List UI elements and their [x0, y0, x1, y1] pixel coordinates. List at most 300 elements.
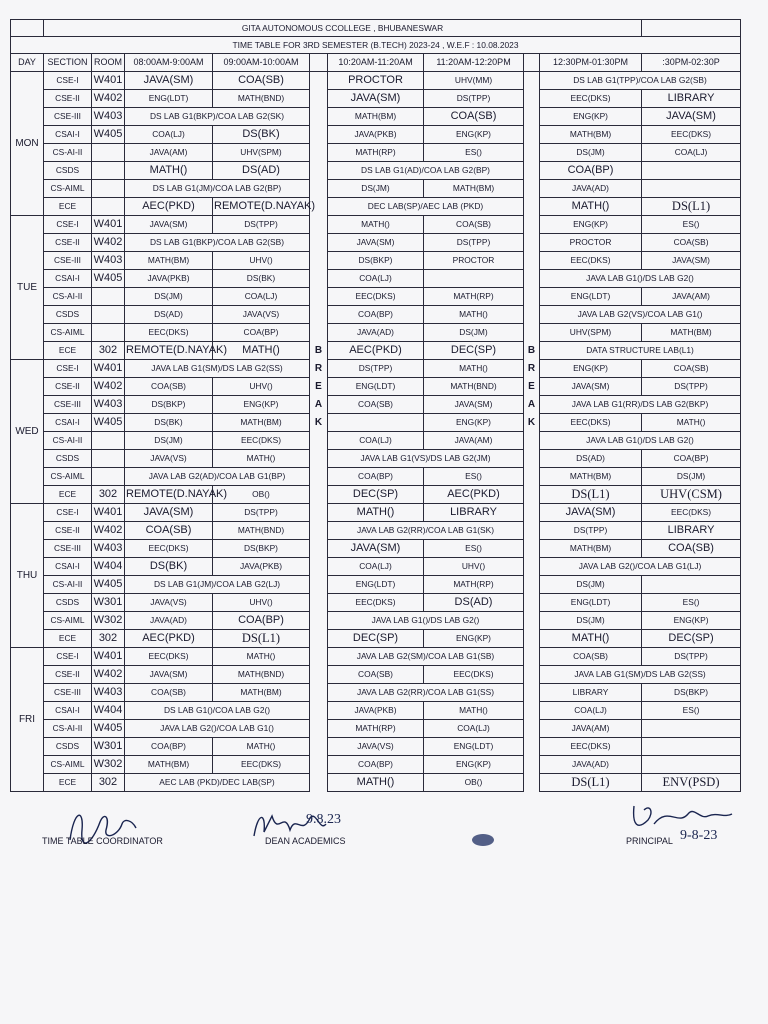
- lab-cell: DATA STRUCTURE LAB(L1): [540, 342, 741, 360]
- lab-cell: JAVA LAB G1(VS)/DS LAB G2(JM): [328, 450, 524, 468]
- break-cell: [524, 540, 540, 558]
- break-cell: [524, 774, 540, 792]
- period-cell: MATH(BM): [213, 414, 310, 432]
- table-row: [11, 630, 741, 648]
- period-cell: EEC(DKS): [642, 504, 741, 522]
- break-cell: [310, 288, 328, 306]
- break-cell: K: [524, 414, 540, 432]
- room-cell: [92, 180, 125, 198]
- period-cell: MATH(): [424, 360, 524, 378]
- period-cell: COA(LJ): [642, 144, 741, 162]
- section-cell: CSE-I: [44, 648, 92, 666]
- table-row: [11, 342, 741, 360]
- break-cell: A: [310, 396, 328, 414]
- period-cell: COA(LJ): [328, 270, 424, 288]
- period-cell: COA(SB): [213, 72, 310, 90]
- room-cell: W302: [92, 612, 125, 630]
- period-cell: PROCTOR: [424, 252, 524, 270]
- room-cell: W301: [92, 594, 125, 612]
- table-row: [11, 666, 741, 684]
- break-cell: B: [310, 342, 328, 360]
- period-cell: COA(SB): [540, 648, 642, 666]
- period-cell: [328, 414, 424, 432]
- lab-cell: JAVA LAB G2()/COA LAB G1(LJ): [540, 558, 741, 576]
- section-cell: CSE-II: [44, 90, 92, 108]
- period-cell: DEC(SP): [424, 342, 524, 360]
- period-cell: [642, 756, 741, 774]
- lab-cell: JAVA LAB G2(RR)/COA LAB G1(SS): [328, 684, 524, 702]
- break-cell: [524, 432, 540, 450]
- day-label: WED: [11, 360, 44, 504]
- period-cell: JAVA(VS): [213, 306, 310, 324]
- period-cell: MATH(BM): [125, 252, 213, 270]
- dean-date: 9.8.23: [306, 812, 341, 827]
- period-cell: EEC(DKS): [424, 666, 524, 684]
- period-cell: DS(TPP): [642, 378, 741, 396]
- period-cell: JAVA(AM): [540, 720, 642, 738]
- period-cell: MATH(): [125, 162, 213, 180]
- period-cell: ENG(KP): [424, 756, 524, 774]
- period-cell: DS(JM): [540, 576, 642, 594]
- table-row: [11, 540, 741, 558]
- section-cell: ECE: [44, 198, 92, 216]
- break-cell: [524, 486, 540, 504]
- room-cell: [92, 288, 125, 306]
- break-cell: [310, 504, 328, 522]
- col-period-2: 09:00AM-10:00AM: [213, 54, 310, 72]
- period-cell: JAVA(PKB): [213, 558, 310, 576]
- break-cell: [310, 324, 328, 342]
- period-cell: DS(TPP): [213, 504, 310, 522]
- period-cell: DS(AD): [424, 594, 524, 612]
- break-cell: [310, 72, 328, 90]
- period-cell: AEC(PKD): [125, 198, 213, 216]
- period-cell: ES(): [424, 540, 524, 558]
- period-cell: DS(L1): [642, 198, 741, 216]
- lab-cell: JAVA LAB G1(RR)/DS LAB G2(BKP): [540, 396, 741, 414]
- break-cell: [524, 468, 540, 486]
- period-cell: UHV(SPM): [213, 144, 310, 162]
- period-cell: EEC(DKS): [213, 756, 310, 774]
- column-header-row: [11, 54, 741, 72]
- col-period-5: 12:30PM-01:30PM: [540, 54, 642, 72]
- break-cell: [524, 198, 540, 216]
- table-row: [11, 378, 741, 396]
- lab-cell: JAVA LAB G1(SM)/DS LAB G2(SS): [125, 360, 310, 378]
- period-cell: MATH(): [424, 702, 524, 720]
- col-break-1: [310, 54, 328, 72]
- period-cell: JAVA(AD): [540, 756, 642, 774]
- period-cell: ES(): [642, 594, 741, 612]
- section-cell: CSAI-I: [44, 126, 92, 144]
- room-cell: [92, 162, 125, 180]
- break-cell: [310, 162, 328, 180]
- period-cell: DS(JM): [642, 468, 741, 486]
- table-row: [11, 126, 741, 144]
- period-cell: MATH(BM): [540, 468, 642, 486]
- break-cell: [310, 252, 328, 270]
- period-cell: COA(SB): [642, 540, 741, 558]
- table-row: [11, 108, 741, 126]
- lab-cell: DEC LAB(SP)/AEC LAB (PKD): [328, 198, 524, 216]
- break-cell: R: [524, 360, 540, 378]
- lab-cell: DS LAB G1(JM)/COA LAB G2(LJ): [125, 576, 310, 594]
- period-cell: COA(BP): [328, 306, 424, 324]
- break-cell: [310, 648, 328, 666]
- period-cell: COA(LJ): [540, 702, 642, 720]
- period-cell: DS(JM): [540, 144, 642, 162]
- period-cell: COA(BP): [540, 162, 642, 180]
- period-cell: DS(BKP): [328, 252, 424, 270]
- section-cell: CSE-III: [44, 684, 92, 702]
- day-label: THU: [11, 504, 44, 648]
- section-cell: CSE-III: [44, 396, 92, 414]
- table-row: [11, 324, 741, 342]
- table-row: [11, 594, 741, 612]
- col-period-6: :30PM-02:30P: [642, 54, 741, 72]
- break-cell: [524, 684, 540, 702]
- period-cell: DS(AD): [540, 450, 642, 468]
- period-cell: ENG(KP): [540, 360, 642, 378]
- room-cell: W405: [92, 576, 125, 594]
- period-cell: COA(LJ): [213, 288, 310, 306]
- period-cell: UHV(MM): [424, 72, 524, 90]
- room-cell: W401: [92, 648, 125, 666]
- period-cell: ENG(LDT): [125, 90, 213, 108]
- room-cell: [92, 450, 125, 468]
- period-cell: AEC(PKD): [125, 630, 213, 648]
- principal-label: PRINCIPAL: [626, 836, 673, 846]
- room-cell: W402: [92, 666, 125, 684]
- break-cell: [524, 234, 540, 252]
- table-row: [11, 144, 741, 162]
- break-cell: [310, 126, 328, 144]
- period-cell: [424, 270, 524, 288]
- period-cell: COA(BP): [125, 738, 213, 756]
- break-cell: [310, 630, 328, 648]
- period-cell: MATH(): [328, 504, 424, 522]
- lab-cell: JAVA LAB G1()/DS LAB G2(): [540, 432, 741, 450]
- period-cell: MATH(BM): [540, 126, 642, 144]
- period-cell: JAVA(SM): [540, 378, 642, 396]
- period-cell: JAVA(AD): [125, 612, 213, 630]
- period-cell: JAVA(SM): [328, 234, 424, 252]
- period-cell: ES(): [642, 702, 741, 720]
- period-cell: AEC(PKD): [424, 486, 524, 504]
- break-cell: [524, 108, 540, 126]
- table-row: [11, 432, 741, 450]
- period-cell: DS(AD): [125, 306, 213, 324]
- period-cell: MATH(BND): [213, 522, 310, 540]
- section-cell: CSDS: [44, 594, 92, 612]
- room-cell: W401: [92, 72, 125, 90]
- period-cell: MATH(RP): [424, 288, 524, 306]
- period-cell: MATH(): [328, 216, 424, 234]
- period-cell: JAVA(SM): [125, 504, 213, 522]
- break-cell: [310, 432, 328, 450]
- room-cell: [92, 144, 125, 162]
- period-cell: COA(LJ): [424, 720, 524, 738]
- period-cell: COA(LJ): [328, 558, 424, 576]
- break-cell: [310, 738, 328, 756]
- period-cell: DS(BKP): [213, 540, 310, 558]
- period-cell: JAVA(PKB): [125, 270, 213, 288]
- period-cell: MATH(BM): [213, 684, 310, 702]
- period-cell: ENG(KP): [424, 126, 524, 144]
- period-cell: JAVA(VS): [125, 450, 213, 468]
- period-cell: COA(SB): [125, 378, 213, 396]
- room-cell: [92, 468, 125, 486]
- room-cell: W403: [92, 252, 125, 270]
- col-break-2: [524, 54, 540, 72]
- period-cell: REMOTE(D.NAYAK): [125, 486, 213, 504]
- table-row: [11, 252, 741, 270]
- room-cell: W403: [92, 396, 125, 414]
- period-cell: MATH(RP): [424, 576, 524, 594]
- period-cell: JAVA(AD): [328, 324, 424, 342]
- lab-cell: DS LAB G1()/COA LAB G2(): [125, 702, 310, 720]
- section-cell: CSE-II: [44, 666, 92, 684]
- table-row: [11, 306, 741, 324]
- room-cell: W402: [92, 522, 125, 540]
- break-cell: E: [310, 378, 328, 396]
- period-cell: JAVA(AD): [540, 180, 642, 198]
- col-day: DAY: [11, 54, 44, 72]
- section-cell: CSE-I: [44, 504, 92, 522]
- section-cell: CSE-I: [44, 360, 92, 378]
- room-cell: [92, 198, 125, 216]
- room-cell: W405: [92, 126, 125, 144]
- period-cell: JAVA(SM): [642, 252, 741, 270]
- section-cell: CS-AI-II: [44, 144, 92, 162]
- period-cell: MATH(): [213, 342, 310, 360]
- period-cell: UHV(): [424, 558, 524, 576]
- break-cell: R: [310, 360, 328, 378]
- period-cell: MATH(BM): [125, 756, 213, 774]
- period-cell: ENG(LDT): [328, 378, 424, 396]
- room-cell: 302: [92, 342, 125, 360]
- col-period-4: 11:20AM-12:20PM: [424, 54, 524, 72]
- period-cell: JAVA(SM): [540, 504, 642, 522]
- section-cell: CSDS: [44, 306, 92, 324]
- period-cell: COA(SB): [125, 522, 213, 540]
- room-cell: W401: [92, 216, 125, 234]
- period-cell: COA(BP): [328, 468, 424, 486]
- period-cell: JAVA(AM): [424, 432, 524, 450]
- period-cell: EEC(DKS): [213, 432, 310, 450]
- period-cell: JAVA(PKB): [328, 126, 424, 144]
- room-cell: W402: [92, 234, 125, 252]
- room-cell: [92, 306, 125, 324]
- table-row: [11, 738, 741, 756]
- header-college-row: [11, 20, 741, 37]
- lab-cell: JAVA LAB G2()/COA LAB G1(): [125, 720, 310, 738]
- period-cell: DS(TPP): [213, 216, 310, 234]
- period-cell: MATH(BM): [424, 180, 524, 198]
- section-cell: CS-AIML: [44, 756, 92, 774]
- table-row: [11, 270, 741, 288]
- period-cell: JAVA(SM): [125, 72, 213, 90]
- table-row: [11, 504, 741, 522]
- lab-cell: AEC LAB (PKD)/DEC LAB(SP): [125, 774, 310, 792]
- period-cell: DS(BK): [213, 126, 310, 144]
- section-cell: CSAI-I: [44, 558, 92, 576]
- period-cell: ENG(LDT): [424, 738, 524, 756]
- period-cell: MATH(BM): [642, 324, 741, 342]
- room-cell: W404: [92, 702, 125, 720]
- lab-cell: DS LAB G1(JM)/COA LAB G2(BP): [125, 180, 310, 198]
- break-cell: [524, 450, 540, 468]
- period-cell: DS(BK): [125, 414, 213, 432]
- period-cell: EEC(DKS): [540, 414, 642, 432]
- col-period-3: 10:20AM-11:20AM: [328, 54, 424, 72]
- section-cell: CS-AI-II: [44, 720, 92, 738]
- section-cell: CSE-III: [44, 540, 92, 558]
- break-cell: [524, 558, 540, 576]
- room-cell: 302: [92, 774, 125, 792]
- break-cell: [310, 576, 328, 594]
- period-cell: OB(): [424, 774, 524, 792]
- break-cell: [524, 72, 540, 90]
- room-cell: W401: [92, 360, 125, 378]
- period-cell: UHV(): [213, 252, 310, 270]
- period-cell: JAVA(VS): [125, 594, 213, 612]
- period-cell: COA(SB): [424, 216, 524, 234]
- table-row: [11, 450, 741, 468]
- period-cell: DS(TPP): [424, 90, 524, 108]
- period-cell: ENG(KP): [540, 108, 642, 126]
- col-section: SECTION: [44, 54, 92, 72]
- period-cell: DEC(SP): [328, 486, 424, 504]
- room-cell: W404: [92, 558, 125, 576]
- section-cell: CS-AI-II: [44, 432, 92, 450]
- section-cell: CSE-II: [44, 378, 92, 396]
- table-row: [11, 522, 741, 540]
- break-cell: [524, 756, 540, 774]
- period-cell: LIBRARY: [424, 504, 524, 522]
- period-cell: DS(TPP): [328, 360, 424, 378]
- break-cell: [310, 666, 328, 684]
- period-cell: DS(BKP): [125, 396, 213, 414]
- table-row: [11, 90, 741, 108]
- table-row: [11, 162, 741, 180]
- period-cell: DS(TPP): [642, 648, 741, 666]
- section-cell: CSDS: [44, 162, 92, 180]
- section-cell: CSAI-I: [44, 414, 92, 432]
- section-cell: CSAI-I: [44, 702, 92, 720]
- period-cell: MATH(BND): [424, 378, 524, 396]
- room-cell: W403: [92, 540, 125, 558]
- break-cell: E: [524, 378, 540, 396]
- section-cell: CSAI-I: [44, 270, 92, 288]
- period-cell: DS(BK): [125, 558, 213, 576]
- period-cell: UHV(CSM): [642, 486, 741, 504]
- lab-cell: DS LAB G1(TPP)/COA LAB G2(SB): [540, 72, 741, 90]
- table-row: [11, 414, 741, 432]
- section-cell: CS-AIML: [44, 612, 92, 630]
- period-cell: JAVA(SM): [125, 216, 213, 234]
- period-cell: PROCTOR: [328, 72, 424, 90]
- room-cell: W403: [92, 684, 125, 702]
- break-cell: [310, 540, 328, 558]
- header-title-row: [11, 37, 741, 54]
- period-cell: REMOTE(D.NAYAK): [125, 342, 213, 360]
- break-cell: [310, 702, 328, 720]
- period-cell: MATH(): [424, 306, 524, 324]
- period-cell: COA(SB): [328, 396, 424, 414]
- period-cell: COA(BP): [642, 450, 741, 468]
- period-cell: MATH(): [642, 414, 741, 432]
- period-cell: MATH(BM): [540, 540, 642, 558]
- timetable: [10, 19, 741, 792]
- period-cell: ENG(LDT): [540, 594, 642, 612]
- break-cell: [524, 504, 540, 522]
- break-cell: [310, 90, 328, 108]
- period-cell: ENG(LDT): [540, 288, 642, 306]
- break-cell: [524, 90, 540, 108]
- period-cell: EEC(DKS): [125, 540, 213, 558]
- section-cell: CSE-II: [44, 234, 92, 252]
- period-cell: MATH(BND): [213, 666, 310, 684]
- period-cell: ENG(KP): [424, 414, 524, 432]
- col-period-1: 08:00AM-9:00AM: [125, 54, 213, 72]
- period-cell: PROCTOR: [540, 234, 642, 252]
- period-cell: MATH(RP): [328, 720, 424, 738]
- period-cell: EEC(DKS): [540, 90, 642, 108]
- section-cell: CS-AIML: [44, 468, 92, 486]
- break-cell: [310, 306, 328, 324]
- period-cell: COA(LJ): [328, 432, 424, 450]
- break-cell: [524, 180, 540, 198]
- table-row: [11, 468, 741, 486]
- period-cell: MATH(): [540, 198, 642, 216]
- period-cell: DEC(SP): [642, 630, 741, 648]
- period-cell: REMOTE(D.NAYAK): [213, 198, 310, 216]
- break-cell: [310, 684, 328, 702]
- room-cell: 302: [92, 486, 125, 504]
- period-cell: JAVA(SM): [125, 666, 213, 684]
- table-row: [11, 702, 741, 720]
- stamp-icon: [472, 834, 494, 846]
- period-cell: ENG(KP): [642, 612, 741, 630]
- room-cell: W401: [92, 504, 125, 522]
- table-row: [11, 612, 741, 630]
- period-cell: ES(): [424, 144, 524, 162]
- period-cell: COA(SB): [424, 108, 524, 126]
- period-cell: DS(JM): [125, 432, 213, 450]
- period-cell: ES(): [642, 216, 741, 234]
- break-cell: K: [310, 414, 328, 432]
- lab-cell: DS LAB G1(BKP)/COA LAB G2(SB): [125, 234, 310, 252]
- lab-cell: JAVA LAB G2(RR)/COA LAB G1(SK): [328, 522, 524, 540]
- period-cell: OB(): [213, 486, 310, 504]
- period-cell: ENG(KP): [540, 216, 642, 234]
- header-spacer: [642, 20, 741, 37]
- break-cell: [524, 144, 540, 162]
- period-cell: COA(LJ): [125, 126, 213, 144]
- break-cell: [310, 234, 328, 252]
- break-cell: [310, 216, 328, 234]
- table-row: [11, 558, 741, 576]
- period-cell: DS(JM): [125, 288, 213, 306]
- period-cell: UHV(): [213, 378, 310, 396]
- principal-date: 9-8-23: [680, 828, 718, 843]
- break-cell: [310, 756, 328, 774]
- period-cell: MATH(): [328, 774, 424, 792]
- period-cell: DS(TPP): [540, 522, 642, 540]
- period-cell: EEC(DKS): [540, 252, 642, 270]
- period-cell: DS(TPP): [424, 234, 524, 252]
